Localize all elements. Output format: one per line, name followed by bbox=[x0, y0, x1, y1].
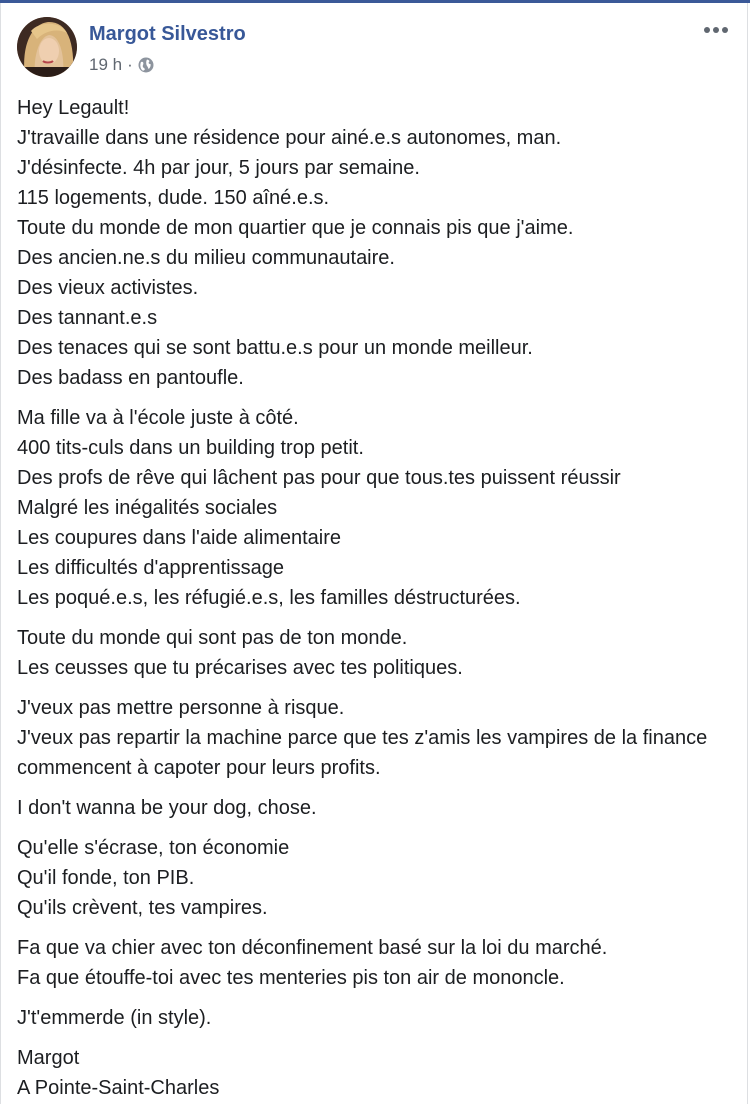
post-text-line: J'désinfecte. 4h par jour, 5 jours par semaine. bbox=[17, 157, 420, 179]
meta-separator: · bbox=[127, 55, 133, 74]
post-text-line: I don't wanna be your dog, chose. bbox=[17, 797, 317, 819]
post-paragraph bbox=[17, 93, 735, 393]
post-paragraph bbox=[17, 623, 735, 683]
post-paragraph bbox=[17, 933, 735, 993]
post-text-line: A Pointe-Saint-Charles bbox=[17, 1077, 220, 1099]
post-text-line: J'veux pas mettre personne à risque. bbox=[17, 697, 345, 719]
post-text-line: Des tannant.e.s bbox=[17, 307, 158, 329]
post-text-line: Margot bbox=[17, 1047, 80, 1069]
post-paragraph bbox=[17, 833, 735, 923]
post-text-line: Fa que étouffe-toi avec tes menteries pis ton air de mononcle. bbox=[17, 967, 565, 989]
post-text-line: Les ceusses que tu précarises avec tes politiques. bbox=[17, 657, 463, 679]
post-text-line: Toute du monde qui sont pas de ton monde. bbox=[17, 627, 408, 649]
post-text-line: Des badass en pantoufle. bbox=[17, 367, 244, 389]
post-paragraph bbox=[17, 403, 735, 613]
post-text-line: Qu'ils crèvent, tes vampires. bbox=[17, 897, 268, 919]
post-text-line: Toute du monde de mon quartier que je connais pis que j'aime. bbox=[17, 217, 574, 239]
post-text-line: Des tenaces qui se sont battu.e.s pour un monde meilleur. bbox=[17, 337, 533, 359]
post-text-line: Les poqué.e.s, les réfugié.e.s, les familles déstructurées. bbox=[17, 587, 521, 609]
post-text-line: Qu'il fonde, ton PIB. bbox=[17, 867, 195, 889]
post-paragraph bbox=[17, 693, 735, 783]
post-text-line: Des profs de rêve qui lâchent pas pour que tous.tes puissent réussir bbox=[17, 467, 621, 489]
more-options-icon[interactable] bbox=[699, 17, 733, 43]
post-text-line: J't'emmerde (in style). bbox=[17, 1007, 212, 1029]
post-text-line: Des ancien.ne.s du milieu communautaire. bbox=[17, 247, 395, 269]
post-text-line: J'veux pas repartir la machine parce que tes z'amis les vampires de la finance commencent à capoter pour leurs profits. bbox=[17, 727, 708, 779]
post-text-line: Des vieux activistes. bbox=[17, 277, 199, 299]
post-text-line: 400 tits-culs dans un building trop petit. bbox=[17, 437, 364, 459]
avatar-image bbox=[17, 17, 77, 77]
post-body bbox=[17, 93, 735, 1113]
post-card bbox=[0, 3, 748, 1104]
post-paragraph bbox=[17, 793, 735, 823]
avatar[interactable] bbox=[17, 17, 77, 77]
author-name[interactable]: Margot Silvestro bbox=[89, 23, 246, 45]
post-text-line: 115 logements, dude. 150 aîné.e.s. bbox=[17, 187, 330, 209]
post-timestamp[interactable]: 19 h bbox=[89, 55, 123, 74]
post-text-line: Fa que va chier avec ton déconfinement basé sur la loi du marché. bbox=[17, 937, 608, 959]
post-header bbox=[17, 17, 733, 79]
post-text-line: Malgré les inégalités sociales bbox=[17, 497, 278, 519]
post-text-line: Les coupures dans l'aide alimentaire bbox=[17, 527, 342, 549]
post-meta bbox=[89, 55, 154, 75]
post-text-line: Hey Legault! bbox=[17, 97, 130, 119]
post-text-line: Ma fille va à l'école juste à côté. bbox=[17, 407, 299, 429]
post-paragraph bbox=[17, 1043, 735, 1103]
globe-icon[interactable] bbox=[138, 57, 154, 73]
post-text-line: Les difficultés d'apprentissage bbox=[17, 557, 284, 579]
post-text-line: J'travaille dans une résidence pour ainé.e.s autonomes, man. bbox=[17, 127, 562, 149]
post-text-line: Qu'elle s'écrase, ton économie bbox=[17, 837, 290, 859]
post-paragraph bbox=[17, 1003, 735, 1033]
